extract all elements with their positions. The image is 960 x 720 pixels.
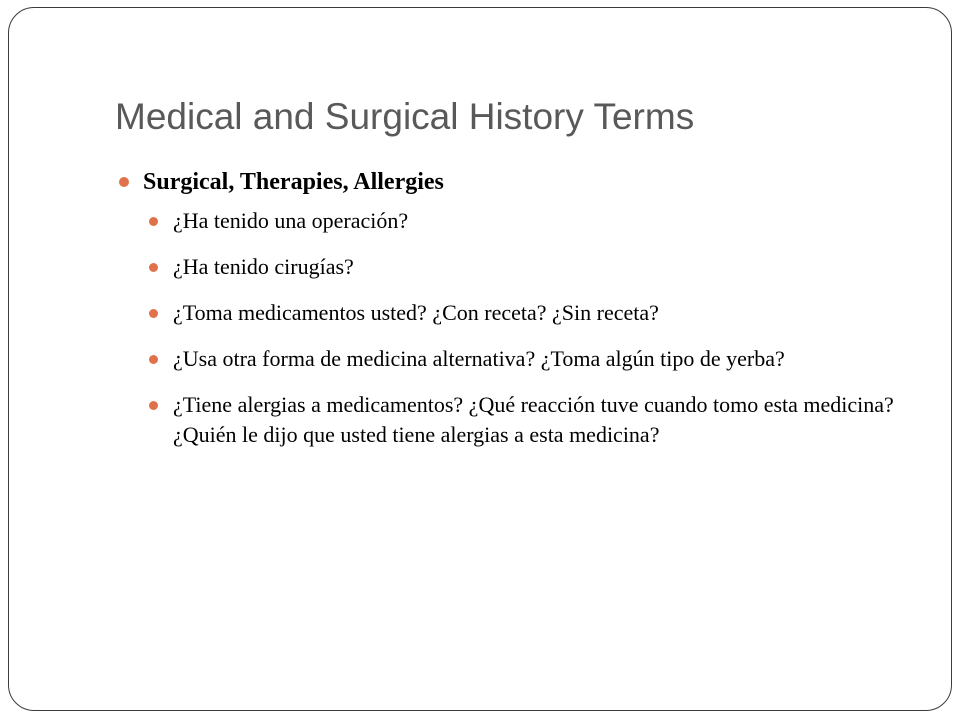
slide-content <box>115 162 895 450</box>
list-item-text: ¿Ha tenido cirugías? <box>173 254 354 279</box>
question-list <box>115 206 895 450</box>
bullet-icon <box>119 177 129 187</box>
bullet-icon <box>149 355 158 364</box>
bullet-icon <box>149 309 158 318</box>
section-heading <box>115 162 895 202</box>
slide-frame <box>8 7 952 711</box>
slide-title: Medical and Surgical History Terms <box>115 96 695 137</box>
bullet-icon <box>149 217 158 226</box>
list-item <box>115 344 895 374</box>
list-item <box>115 298 895 328</box>
bullet-icon <box>149 401 158 410</box>
list-item <box>115 252 895 282</box>
section-heading-text: Surgical, Therapies, Allergies <box>143 169 444 195</box>
list-item-text: ¿Tiene alergias a medicamentos? ¿Qué reacción tuve cuando tomo esta medicina? ¿Quién le dijo que usted tiene alergias a esta medicina? <box>173 392 894 447</box>
list-item-text: ¿Ha tenido una operación? <box>173 208 409 233</box>
list-item <box>115 206 895 236</box>
list-item-text: ¿Usa otra forma de medicina alternativa? ¿Toma algún tipo de yerba? <box>173 346 785 371</box>
list-item <box>115 390 895 450</box>
bullet-icon <box>149 263 158 272</box>
list-item-text: ¿Toma medicamentos usted? ¿Con receta? ¿Sin receta? <box>173 300 659 325</box>
